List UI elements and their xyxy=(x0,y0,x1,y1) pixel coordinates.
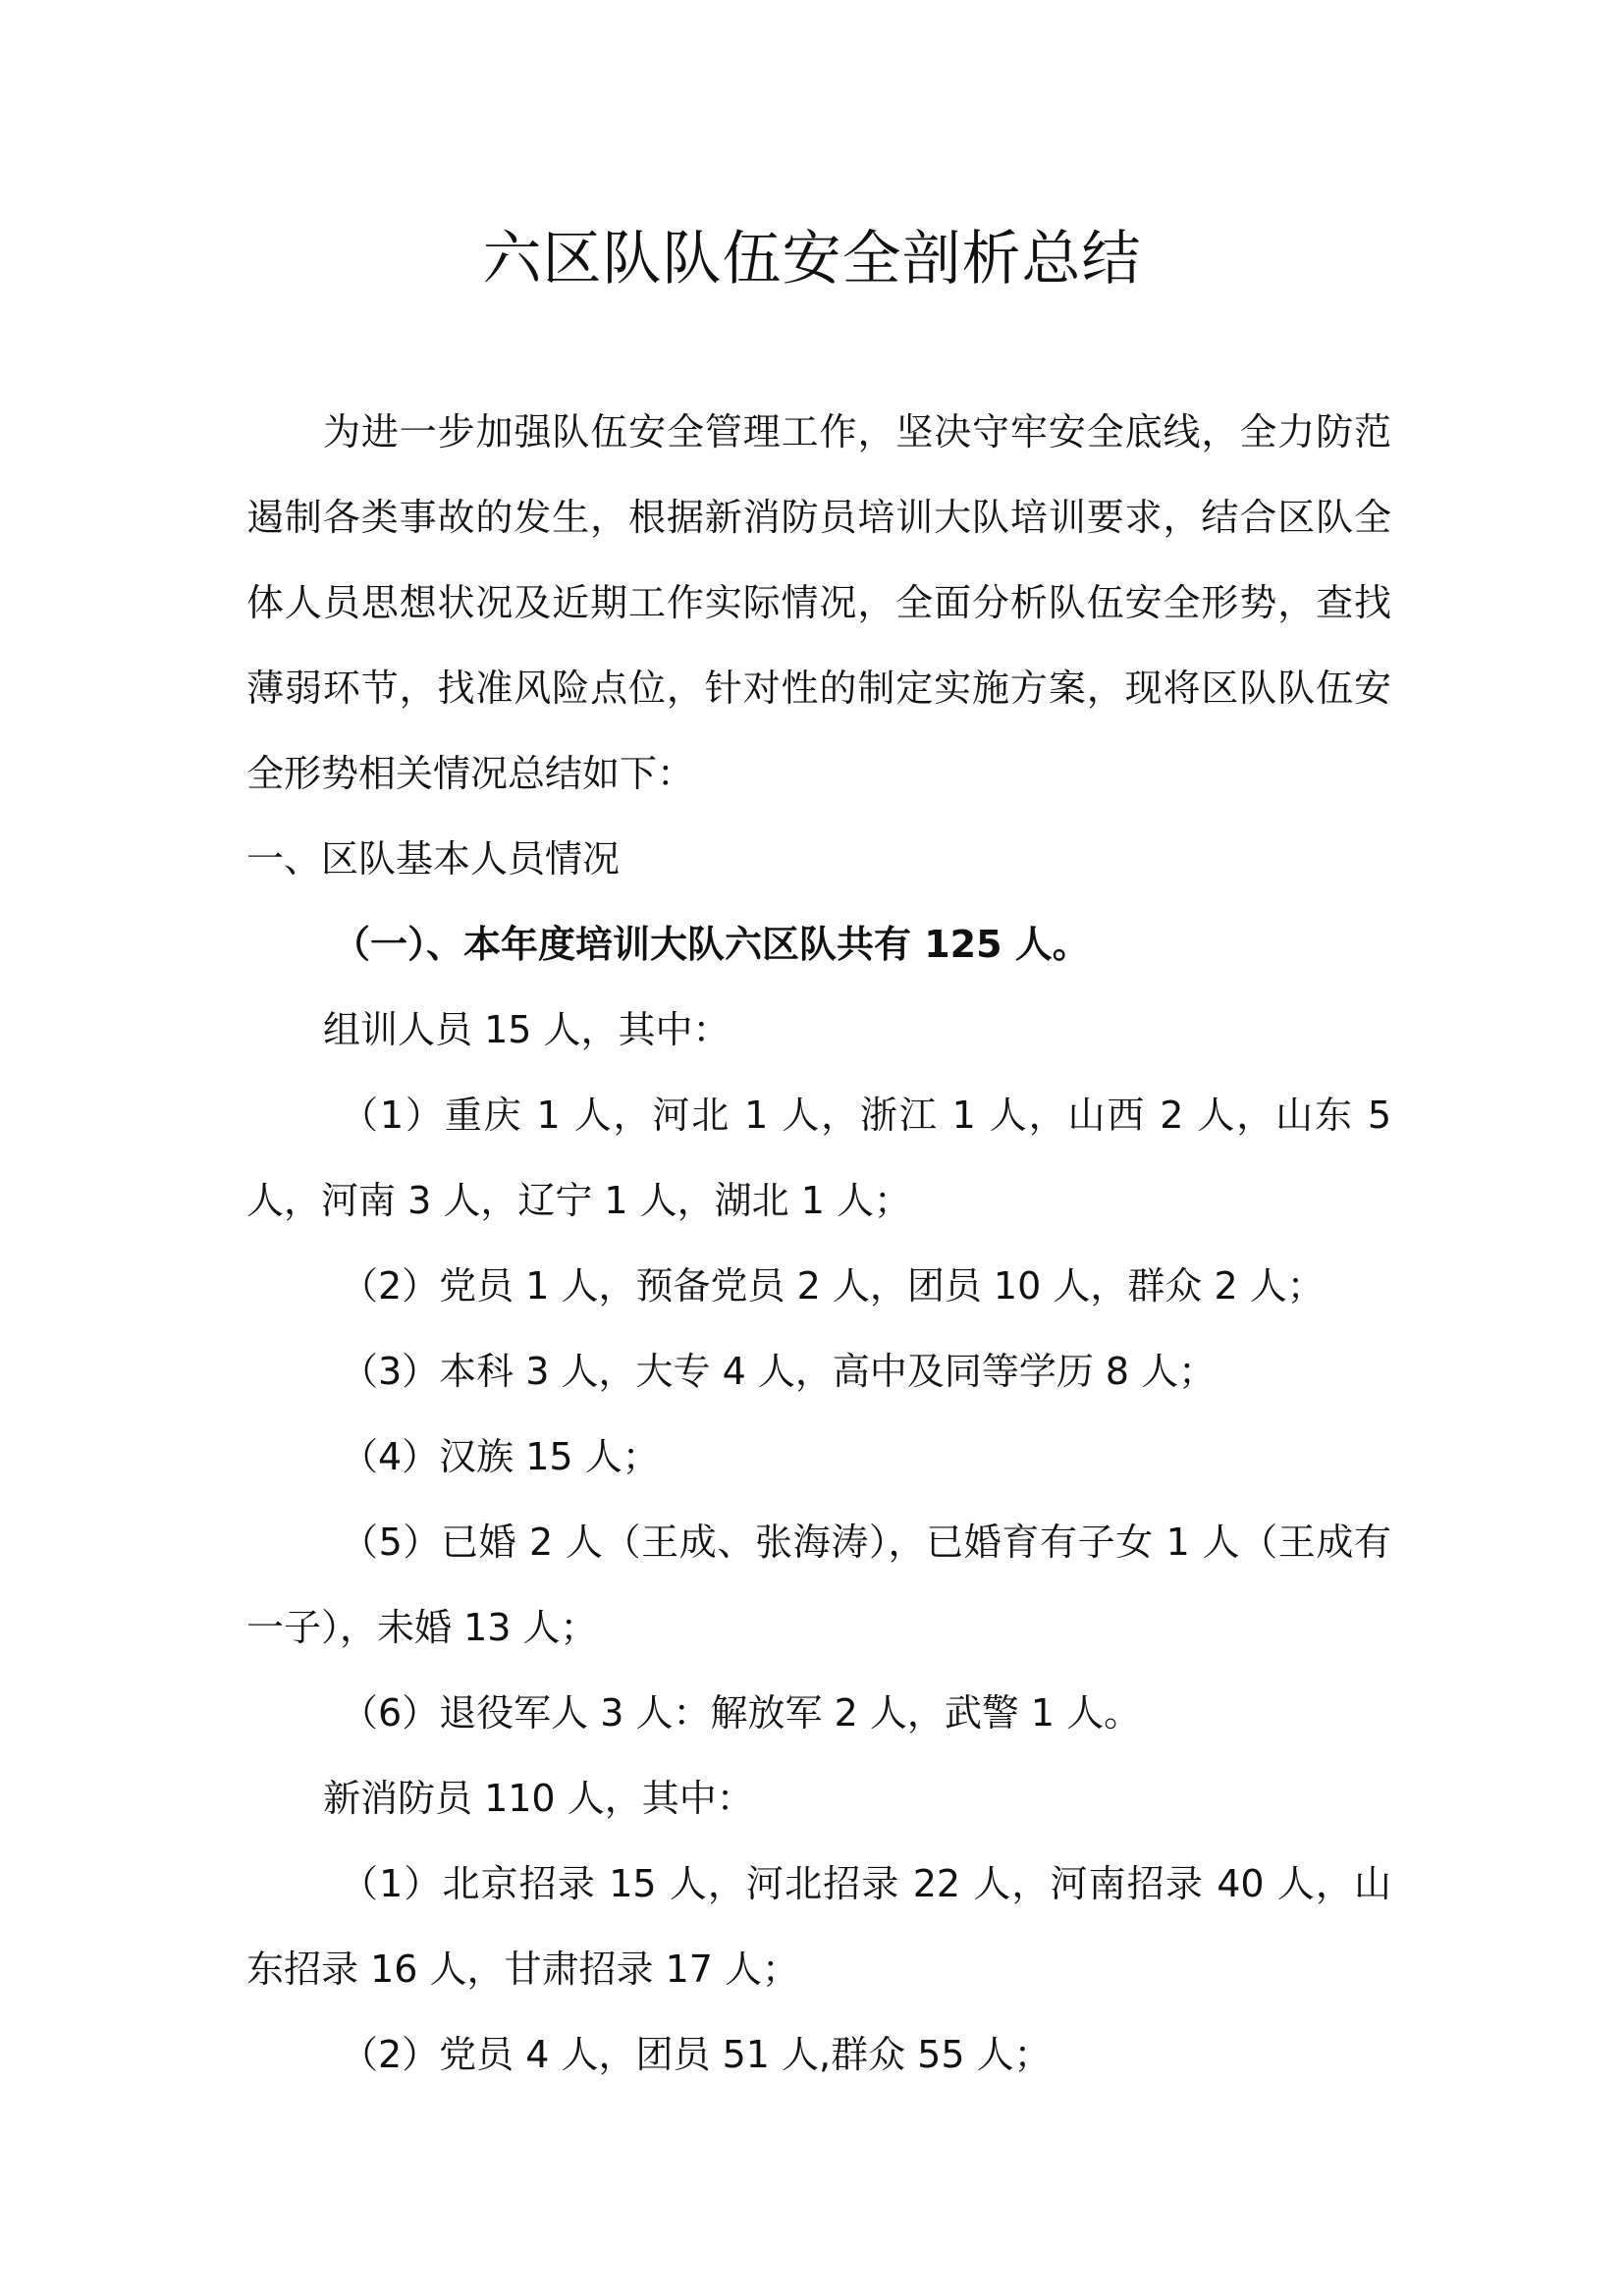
staff-item-5: （5）已婚 2 人（王成、张海涛），已婚育有子女 1 人（王成有一子），未婚 13 人； xyxy=(246,1521,1391,1649)
document-title: 六区队队伍安全剖析总结 xyxy=(482,225,1142,294)
intro-paragraph: 为进一步加强队伍安全管理工作，坚决守牢安全底线，全力防范遏制各类事故的发生，根据新消防员培训大队培训要求，结合区队全体人员思想状况及近期工作实际情况，全面分析队伍安全形势，查找薄弱环节，找准风险点位，针对性的制定实施方案，现将区队队伍安全形势相关情况总结如下： xyxy=(246,410,1391,795)
staff-item-2: （2）党员 1 人，预备党员 2 人，团员 10 人，群众 2 人； xyxy=(341,1264,1325,1308)
recruit-item-1: （1）北京招录 15 人，河北招录 22 人，河南招录 40 人，山东招录 16 人，甘肃招录 17 人； xyxy=(246,1862,1391,1991)
staff-item-1: （1）重庆 1 人，河北 1 人，浙江 1 人，山西 2 人，山东 5 人，河南 3 人，辽宁 1 人，湖北 1 人； xyxy=(246,1094,1391,1222)
document-body xyxy=(246,390,1391,2098)
staff-intro: 组训人员 15 人，其中： xyxy=(323,1008,731,1051)
recruits-intro: 新消防员 110 人，其中： xyxy=(323,1777,754,1820)
subsection-heading: （一）、本年度培训大队六区队共有 125 人。 xyxy=(333,923,1090,966)
staff-item-6: （6）退役军人 3 人：解放军 2 人，武警 1 人。 xyxy=(341,1691,1142,1735)
staff-item-3: （3）本科 3 人，大专 4 人，高中及同等学历 8 人； xyxy=(341,1350,1217,1393)
staff-item-4: （4）汉族 15 人； xyxy=(341,1435,660,1478)
recruit-item-2: （2）党员 4 人，团员 51 人,群众 55 人； xyxy=(341,2033,1052,2076)
section-heading: 一、区队基本人员情况 xyxy=(246,837,621,881)
